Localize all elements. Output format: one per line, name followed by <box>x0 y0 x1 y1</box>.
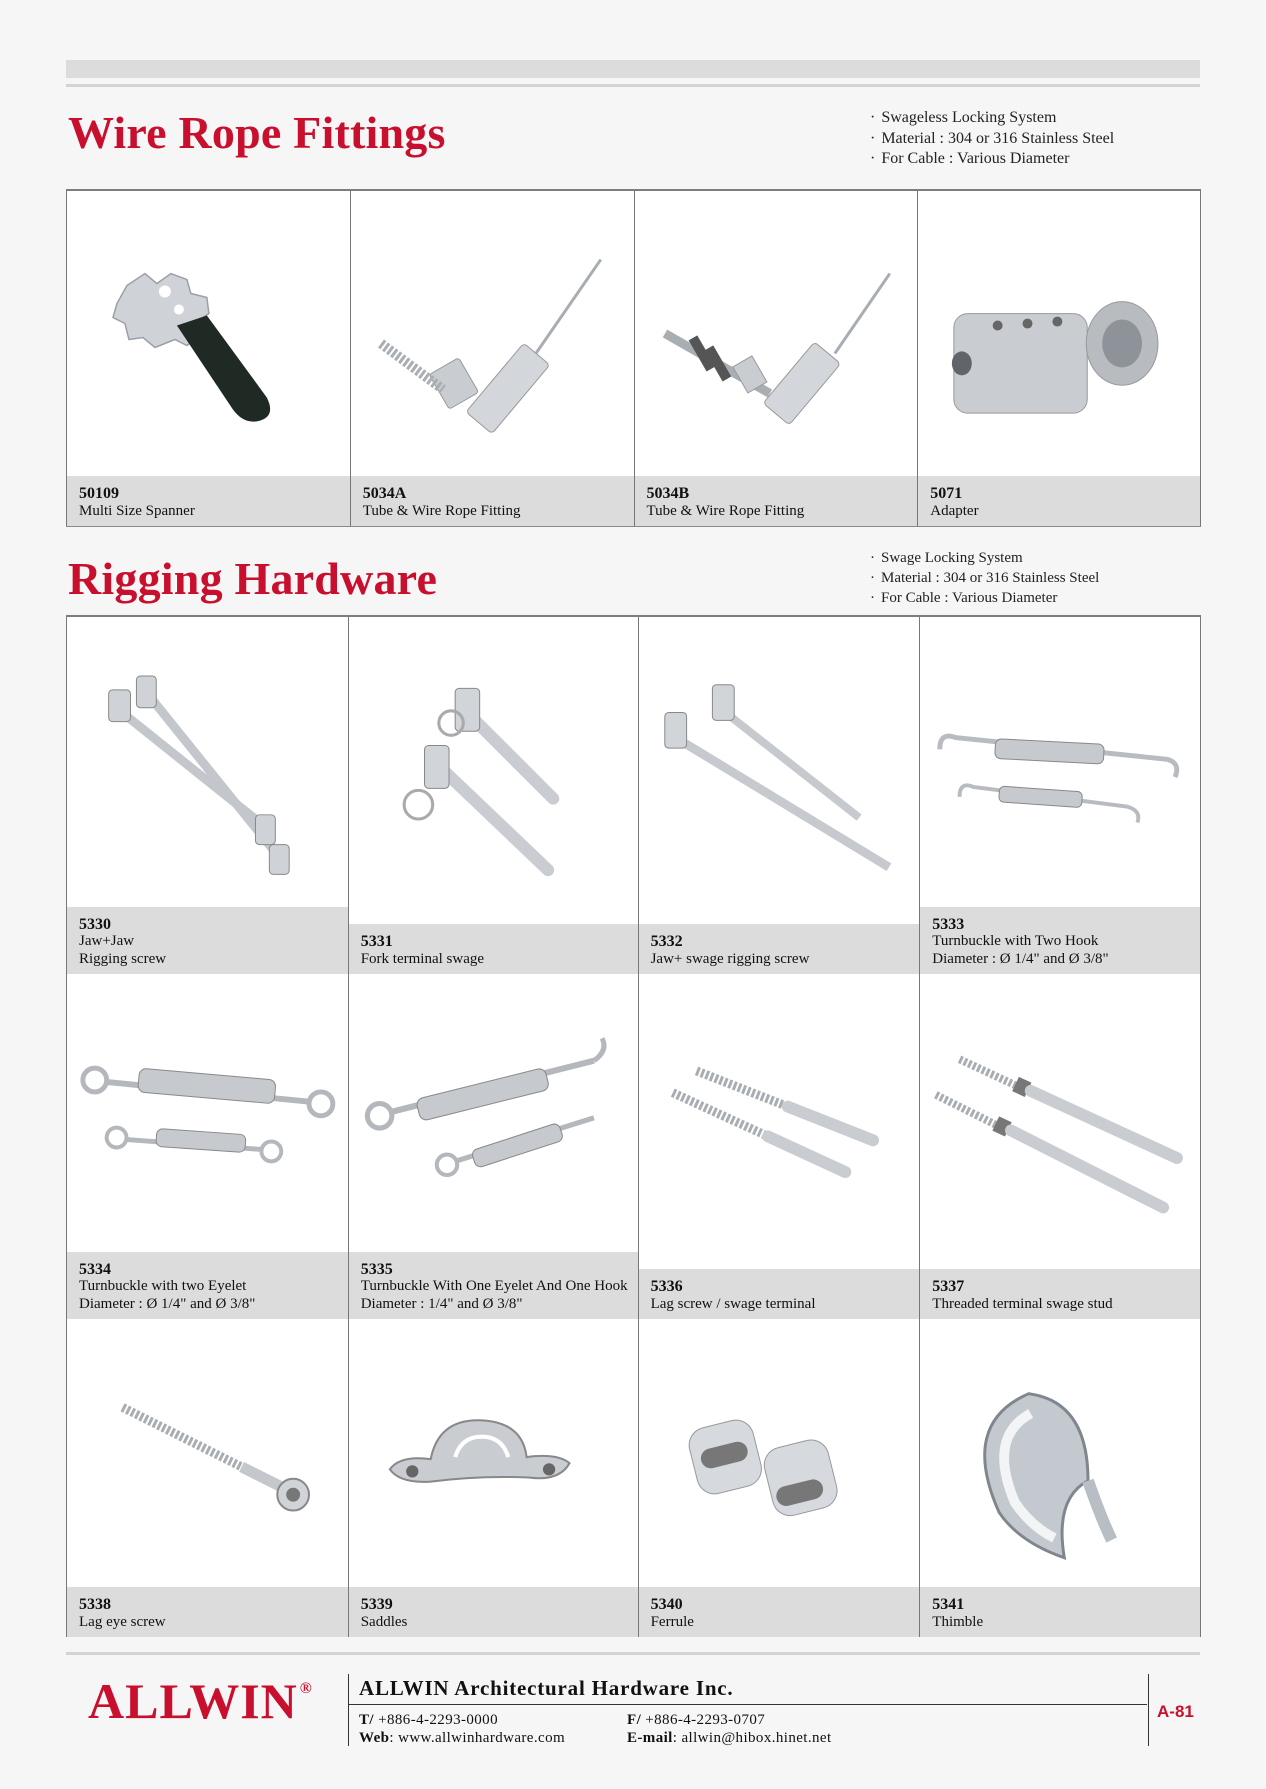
phone-number: +886-4-2293-0000 <box>378 1712 498 1728</box>
spec-item: · Swageless Locking System <box>870 108 1114 129</box>
web-url[interactable]: www.allwinhardware.com <box>398 1730 566 1746</box>
thimble-icon <box>920 1319 1200 1587</box>
spec-item: · For Cable : Various Diameter <box>870 588 1099 608</box>
product-desc: Saddles <box>360 1613 408 1630</box>
product-card-5340[interactable] <box>638 1319 920 1637</box>
adapter-icon <box>918 191 1200 476</box>
contact-block <box>348 1674 1146 1746</box>
spec-item: · Material : 304 or 316 Stainless Steel <box>870 129 1114 150</box>
product-desc: Jaw+Jaw <box>79 933 135 949</box>
product-desc: Tube & Wire Rope Fitting <box>646 502 805 519</box>
bottom-divider <box>66 1652 1200 1655</box>
product-code: 5331 <box>360 933 393 950</box>
spec-item: · Swage Locking System <box>870 548 1099 568</box>
product-desc: Adapter <box>930 502 979 519</box>
spec-item: · For Cable : Various Diameter <box>870 149 1114 170</box>
ferrule-icon <box>639 1319 920 1587</box>
product-code: 5334 <box>79 1260 111 1278</box>
product-desc: Multi Size Spanner <box>79 502 195 519</box>
product-code: 5333 <box>932 915 965 933</box>
email: E-mail: allwin@hibox.hinet.net <box>627 1730 832 1746</box>
phone <box>359 1712 498 1729</box>
brand-logo <box>88 1672 313 1730</box>
email-label: E-mail <box>627 1730 673 1746</box>
product-desc: Turnbuckle with two Eyelet <box>79 1278 247 1294</box>
product-desc: Threaded terminal swage stud <box>932 1295 1113 1312</box>
web-label: Web <box>359 1730 390 1746</box>
product-card-5336[interactable] <box>638 974 920 1319</box>
product-card-50109[interactable] <box>66 191 350 526</box>
page-number: A-81 <box>1148 1674 1200 1746</box>
rigging-hardware-grid <box>66 615 1201 1635</box>
lag-screw-terminal-icon <box>639 974 920 1269</box>
jaw-swage-screw-icon <box>639 617 920 924</box>
product-caption <box>67 1587 348 1637</box>
product-card-5332[interactable] <box>638 617 920 974</box>
product-desc: Diameter : Ø 1/4" and Ø 3/8" <box>79 1295 256 1312</box>
fax-number: +886-4-2293-0707 <box>645 1712 766 1728</box>
product-caption <box>349 1587 638 1637</box>
wire-rope-fitting-bolt-icon <box>635 191 918 476</box>
section2-specs <box>870 548 1099 608</box>
product-code: 5034A <box>362 485 407 502</box>
brand-name: ALLWIN <box>88 1673 298 1729</box>
lag-eye-screw-icon <box>67 1319 348 1587</box>
product-card-5331[interactable] <box>348 617 638 974</box>
turnbuckle-eye-hook-icon <box>349 974 638 1252</box>
top-divider <box>66 84 1200 87</box>
product-code: 5341 <box>932 1596 965 1613</box>
product-caption <box>639 1587 920 1637</box>
product-caption <box>351 476 634 526</box>
fax-label: F/ <box>627 1712 642 1728</box>
product-desc: Lag screw / swage terminal <box>650 1295 816 1312</box>
product-caption <box>920 1269 1200 1319</box>
product-desc: Diameter : 1/4" and Ø 3/8" <box>360 1295 523 1312</box>
product-caption <box>67 907 348 975</box>
product-caption <box>635 476 918 526</box>
section-title-rigging-hardware: Rigging Hardware <box>68 553 438 604</box>
phone-label: T/ <box>359 1712 374 1728</box>
section-title-wire-rope-fittings: Wire Rope Fittings <box>68 107 446 158</box>
product-code: 50109 <box>79 485 119 502</box>
email-address[interactable]: allwin@hibox.hinet.net <box>681 1730 832 1746</box>
product-card-5338[interactable] <box>66 1319 348 1637</box>
product-card-5330[interactable] <box>66 617 348 974</box>
product-card-5339[interactable] <box>348 1319 638 1637</box>
product-code: 5337 <box>932 1278 965 1295</box>
product-code: 5335 <box>360 1260 393 1278</box>
footer-rule <box>349 1704 1147 1705</box>
product-caption <box>349 1252 638 1320</box>
product-desc: Diameter : Ø 1/4" and Ø 3/8" <box>932 950 1109 967</box>
spec-item: · Material : 304 or 316 Stainless Steel <box>870 568 1099 588</box>
wire-rope-fittings-grid <box>66 189 1201 527</box>
product-card-5335[interactable] <box>348 974 638 1319</box>
website: Web: www.allwinhardware.com <box>359 1730 566 1746</box>
product-code: 5071 <box>930 485 963 502</box>
product-card-5341[interactable] <box>919 1319 1201 1637</box>
turnbuckle-eyelet-icon <box>67 974 348 1252</box>
product-caption <box>920 907 1200 975</box>
product-desc: Ferrule <box>650 1613 694 1630</box>
product-code: 5338 <box>79 1596 111 1613</box>
product-code: 5330 <box>79 915 111 933</box>
product-caption <box>67 476 350 526</box>
spanner-icon <box>67 191 350 476</box>
company-name: ALLWIN Architectural Hardware Inc. <box>359 1676 734 1700</box>
wire-rope-fitting-icon <box>351 191 634 476</box>
product-code: 5339 <box>360 1596 393 1613</box>
product-card-5334[interactable] <box>66 974 348 1319</box>
product-caption <box>349 924 638 974</box>
product-desc: Rigging screw <box>79 950 167 967</box>
saddle-icon <box>349 1319 638 1587</box>
product-caption <box>639 924 920 974</box>
product-card-5034B[interactable] <box>634 191 918 526</box>
product-desc: Turnbuckle with Two Hook <box>932 933 1099 949</box>
product-desc: Thimble <box>932 1613 984 1630</box>
product-code: 5034B <box>646 485 690 502</box>
product-card-5071[interactable] <box>917 191 1201 526</box>
product-desc: Jaw+ swage rigging screw <box>650 950 810 967</box>
product-card-5337[interactable] <box>919 974 1201 1319</box>
product-code: 5332 <box>650 933 683 950</box>
threaded-stud-icon <box>920 974 1200 1269</box>
product-card-5333[interactable] <box>919 617 1201 974</box>
product-card-5034A[interactable] <box>350 191 634 526</box>
section1-specs <box>870 108 1114 170</box>
product-code: 5336 <box>650 1278 683 1295</box>
product-desc: Lag eye screw <box>79 1613 166 1630</box>
fork-terminal-icon <box>349 617 638 924</box>
product-caption <box>918 476 1200 526</box>
registered-mark: ® <box>299 1680 313 1697</box>
top-band <box>66 60 1200 78</box>
product-desc: Fork terminal swage <box>360 950 485 967</box>
product-caption <box>639 1269 920 1319</box>
product-desc: Tube & Wire Rope Fitting <box>362 502 521 519</box>
product-desc: Turnbuckle With One Eyelet And One Hook <box>360 1278 628 1294</box>
fax <box>627 1712 765 1729</box>
product-caption <box>920 1587 1200 1637</box>
rigging-screw-icon <box>67 617 348 907</box>
product-caption <box>67 1252 348 1320</box>
product-code: 5340 <box>650 1596 683 1613</box>
turnbuckle-hook-icon <box>920 617 1200 907</box>
